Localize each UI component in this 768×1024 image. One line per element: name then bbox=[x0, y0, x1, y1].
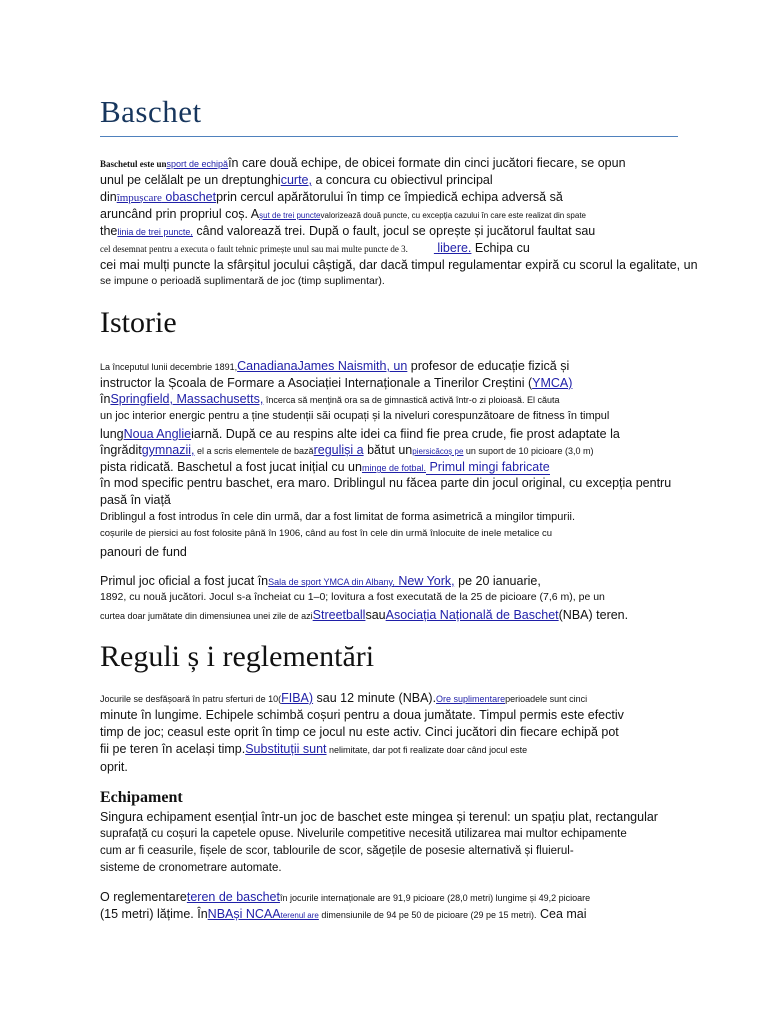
paragraph-line: pasă în viață bbox=[100, 493, 171, 507]
link-cos-pe[interactable]: coș pe bbox=[439, 447, 464, 456]
text: perioadele sunt cinci bbox=[505, 694, 588, 704]
paragraph-line bbox=[100, 690, 587, 707]
link-streetball[interactable]: Streetball bbox=[312, 608, 366, 622]
paragraph-line bbox=[100, 906, 587, 924]
link-si-ncaa[interactable]: și NCAA bbox=[233, 907, 281, 921]
text: pentru bbox=[632, 476, 672, 490]
text: în mod specific pentru baschet, era maro. Driblingul nu făcea parte din jocul original, cu excepția bbox=[100, 476, 633, 490]
text: în jocurile internaționale are 91,9 picioare (28,0 metri) lungime și 49,2 picioare bbox=[279, 893, 591, 903]
text: din bbox=[100, 190, 117, 204]
text: aruncând prin propriul coș. bbox=[100, 207, 248, 221]
text: îngrădit bbox=[100, 443, 142, 457]
link-canadiana[interactable]: Canadiana bbox=[237, 359, 298, 373]
text: curtea doar jumătate din dimensiunea unei zile de azi bbox=[100, 611, 313, 621]
text: sau bbox=[365, 608, 386, 622]
link-ymca[interactable]: YMCA) bbox=[532, 376, 573, 390]
link-asociatia-nationala-de-baschet[interactable]: Asociația Națională de Baschet bbox=[385, 608, 559, 622]
text: Primul joc oficial a fost jucat în bbox=[100, 574, 269, 588]
link-piersica[interactable]: piersică bbox=[412, 447, 440, 456]
paragraph-line bbox=[100, 573, 541, 590]
text: pista ridicată. Baschetul a fost jucat inițial cu un bbox=[100, 460, 362, 474]
text: Primul mingi fabricate bbox=[426, 460, 550, 474]
paragraph-line: cum ar fi ceasurile, fișele de scor, tablourile de scor, săgețile de posesie alternativă și fluierul- bbox=[100, 845, 574, 857]
paragraph-line bbox=[100, 475, 671, 491]
link-libere[interactable]: libere. bbox=[433, 241, 472, 255]
link-impuscare[interactable]: împușcare bbox=[116, 192, 162, 204]
text: sau bbox=[313, 691, 337, 705]
text: Echipa cu bbox=[471, 241, 530, 255]
paragraph-line: Driblingul a fost introdus în cele din urmă, dar a fost limitat de forma asimetrică a mingilor timpurii. bbox=[100, 511, 576, 523]
subsection-heading-echipament: Echipament bbox=[100, 789, 183, 806]
link-noua-anglie[interactable]: Noua Anglie bbox=[123, 427, 192, 441]
paragraph-line bbox=[100, 459, 550, 476]
paragraph-line bbox=[100, 391, 559, 408]
text: în care două echipe, de obicei formate din cinci jucători fiecare, se opun bbox=[228, 156, 626, 170]
link-minge-de-fotbal[interactable]: minge de fotbal. bbox=[361, 463, 426, 473]
text: când valorează trei. După o fault, jocul se oprește și jucătorul faultat sau bbox=[192, 224, 596, 238]
paragraph-line: cei mai mulți puncte la sfârșitul jocului câștigă, dar dacă timpul regulamentar expiră cu scorul la egalitate, un bbox=[100, 258, 698, 272]
text: the bbox=[100, 224, 118, 238]
paragraph-line bbox=[100, 442, 594, 460]
text: pe 20 ianuarie, bbox=[454, 574, 541, 588]
text: prin cercul apărătorului în timp ce împiedică echipa adversă să bbox=[216, 190, 563, 204]
text: O reglementare bbox=[100, 890, 187, 904]
section-heading-istorie: Istorie bbox=[100, 306, 177, 339]
paragraph-line bbox=[100, 206, 586, 224]
section-heading-reguli: Reguli ș i reglementări bbox=[100, 640, 375, 673]
text: profesor de educație fizică și bbox=[407, 359, 570, 373]
text: lung bbox=[100, 427, 124, 441]
link-fiba[interactable]: FIBA) bbox=[281, 691, 314, 705]
paragraph-line bbox=[100, 741, 527, 758]
text: dimensiunile de 94 pe 50 de picioare (29 pe 15 metri). bbox=[318, 910, 537, 920]
text: Cea mai bbox=[536, 907, 587, 921]
paragraph-line bbox=[100, 889, 590, 906]
text: valorizează două puncte, cu excepția cazului în care este realizat din spate bbox=[320, 211, 586, 220]
link-sut-de-trei-puncte[interactable]: șut de trei puncte bbox=[259, 211, 321, 220]
link-gymnazii[interactable]: gymnazii, bbox=[141, 443, 195, 457]
paragraph-line bbox=[100, 172, 493, 188]
paragraph-line bbox=[100, 426, 620, 442]
text: un suport de 10 picioare (3,0 m) bbox=[463, 446, 594, 456]
paragraph-line bbox=[100, 240, 530, 257]
link-massachusetts[interactable]: Massachusetts, bbox=[172, 392, 264, 406]
paragraph-line: sisteme de cronometrare automate. bbox=[100, 862, 282, 874]
text: 12 minute (NBA). bbox=[336, 691, 437, 705]
text: instructor la Școala de Formare a Asociației Internaționale a Tinerilor Creștini ( bbox=[100, 376, 533, 390]
link-new-york[interactable]: New York, bbox=[394, 574, 455, 588]
paragraph-line: un joc interior energic pentru a ține studenții săi ocupați și la niveluri corespunzătoare de fitness în timpul bbox=[100, 410, 610, 422]
text: în bbox=[100, 392, 111, 406]
link-linia-de-trei-puncte[interactable]: linia de trei puncte, bbox=[117, 227, 193, 237]
paragraph-line bbox=[100, 189, 563, 206]
page-title: Baschet bbox=[100, 94, 202, 129]
text: (15 metri) lățime. În bbox=[100, 907, 208, 921]
paragraph-line bbox=[100, 155, 626, 172]
link-ore-suplimentare[interactable]: Ore suplimentare bbox=[436, 694, 506, 704]
text: A bbox=[248, 207, 260, 221]
paragraph-line: panouri de fund bbox=[100, 545, 187, 559]
link-substitutii[interactable]: Substituții sunt bbox=[245, 742, 327, 756]
paragraph-line: minute în lungime. Echipele schimbă coșuri pentru a doua jumătate. Timpul permis este efectiv bbox=[100, 708, 624, 722]
text: unul pe celălalt pe un dreptunghi bbox=[100, 173, 281, 187]
link-si-a[interactable]: și a bbox=[344, 443, 364, 457]
paragraph-line: suprafață cu coșuri la capetele opuse. Nivelurile competitive necesită utilizarea mai multor echipamente bbox=[100, 828, 627, 840]
text: (NBA) teren. bbox=[558, 608, 629, 622]
paragraph-line bbox=[100, 607, 628, 624]
paragraph-line bbox=[100, 223, 595, 240]
text: Baschetul este un bbox=[100, 159, 167, 169]
text: bătut un bbox=[363, 443, 413, 457]
paragraph-line: 1892, cu nouă jucători. Jocul s-a încheiat cu 1–0; lovitura a fost executată de la 25 de picioare (7,6 m), pe un bbox=[100, 591, 605, 603]
link-reguli[interactable]: reguli bbox=[313, 443, 345, 457]
title-divider bbox=[100, 136, 678, 137]
text: fii pe teren în același timp. bbox=[100, 742, 246, 756]
link-terenul-are[interactable]: terenul are bbox=[280, 911, 319, 920]
text: cel desemnat pentru a executa o fault tehnic primește unul sau mai multe puncte de 3. bbox=[100, 244, 408, 254]
link-curte[interactable]: curte, bbox=[280, 173, 312, 187]
text: el a scris elementele de bază bbox=[194, 446, 314, 456]
text: încerca să menţină ora sa de gimnastică activă într-o zi ploioasă. El căuta bbox=[263, 395, 560, 405]
paragraph-line: coșurile de piersici au fost folosite până în 1906, când au fost în cele din urmă înlocuite de inele metalice cu bbox=[100, 528, 553, 539]
text: iarnă. După ce au respins alte idei ca fiind fie prea crude, fie prost adaptate la bbox=[191, 427, 620, 441]
text: La începutul lunii decembrie 1891, bbox=[100, 362, 238, 372]
link-teren-de-baschet[interactable]: teren de baschet bbox=[186, 890, 280, 904]
link-nba[interactable]: NBA bbox=[207, 907, 234, 921]
text: Jocurile se desfășoară în patru sferturi de 10( bbox=[100, 694, 282, 704]
link-obaschet[interactable]: obaschet bbox=[161, 190, 217, 204]
link-sala-de-sport-ymca[interactable]: Sala de sport YMCA din Albany, bbox=[268, 577, 395, 587]
paragraph-line: se impune o perioadă suplimentară de joc (timp suplimentar). bbox=[100, 275, 385, 287]
paragraph-line: oprit. bbox=[100, 760, 128, 774]
paragraph-line bbox=[100, 358, 569, 375]
paragraph-line: timp de joc; ceasul este oprit în timp ce jocul nu este activ. Cinci jucători din fiecare echipă pot bbox=[100, 725, 619, 739]
link-sport-de-echipa[interactable]: sport de echipă bbox=[166, 159, 229, 169]
text: a concura cu obiectivul principal bbox=[311, 173, 493, 187]
paragraph-line: Singura echipament esențial într-un joc de baschet este mingea și terenul: un spațiu plat, rectangular bbox=[100, 810, 658, 824]
link-springfield[interactable]: Springfield, bbox=[110, 392, 173, 406]
text: nelimitate, dar pot fi realizate doar când jocul este bbox=[326, 745, 528, 755]
paragraph-line bbox=[100, 375, 572, 391]
link-james-naismith[interactable]: James Naismith, un bbox=[297, 359, 408, 373]
